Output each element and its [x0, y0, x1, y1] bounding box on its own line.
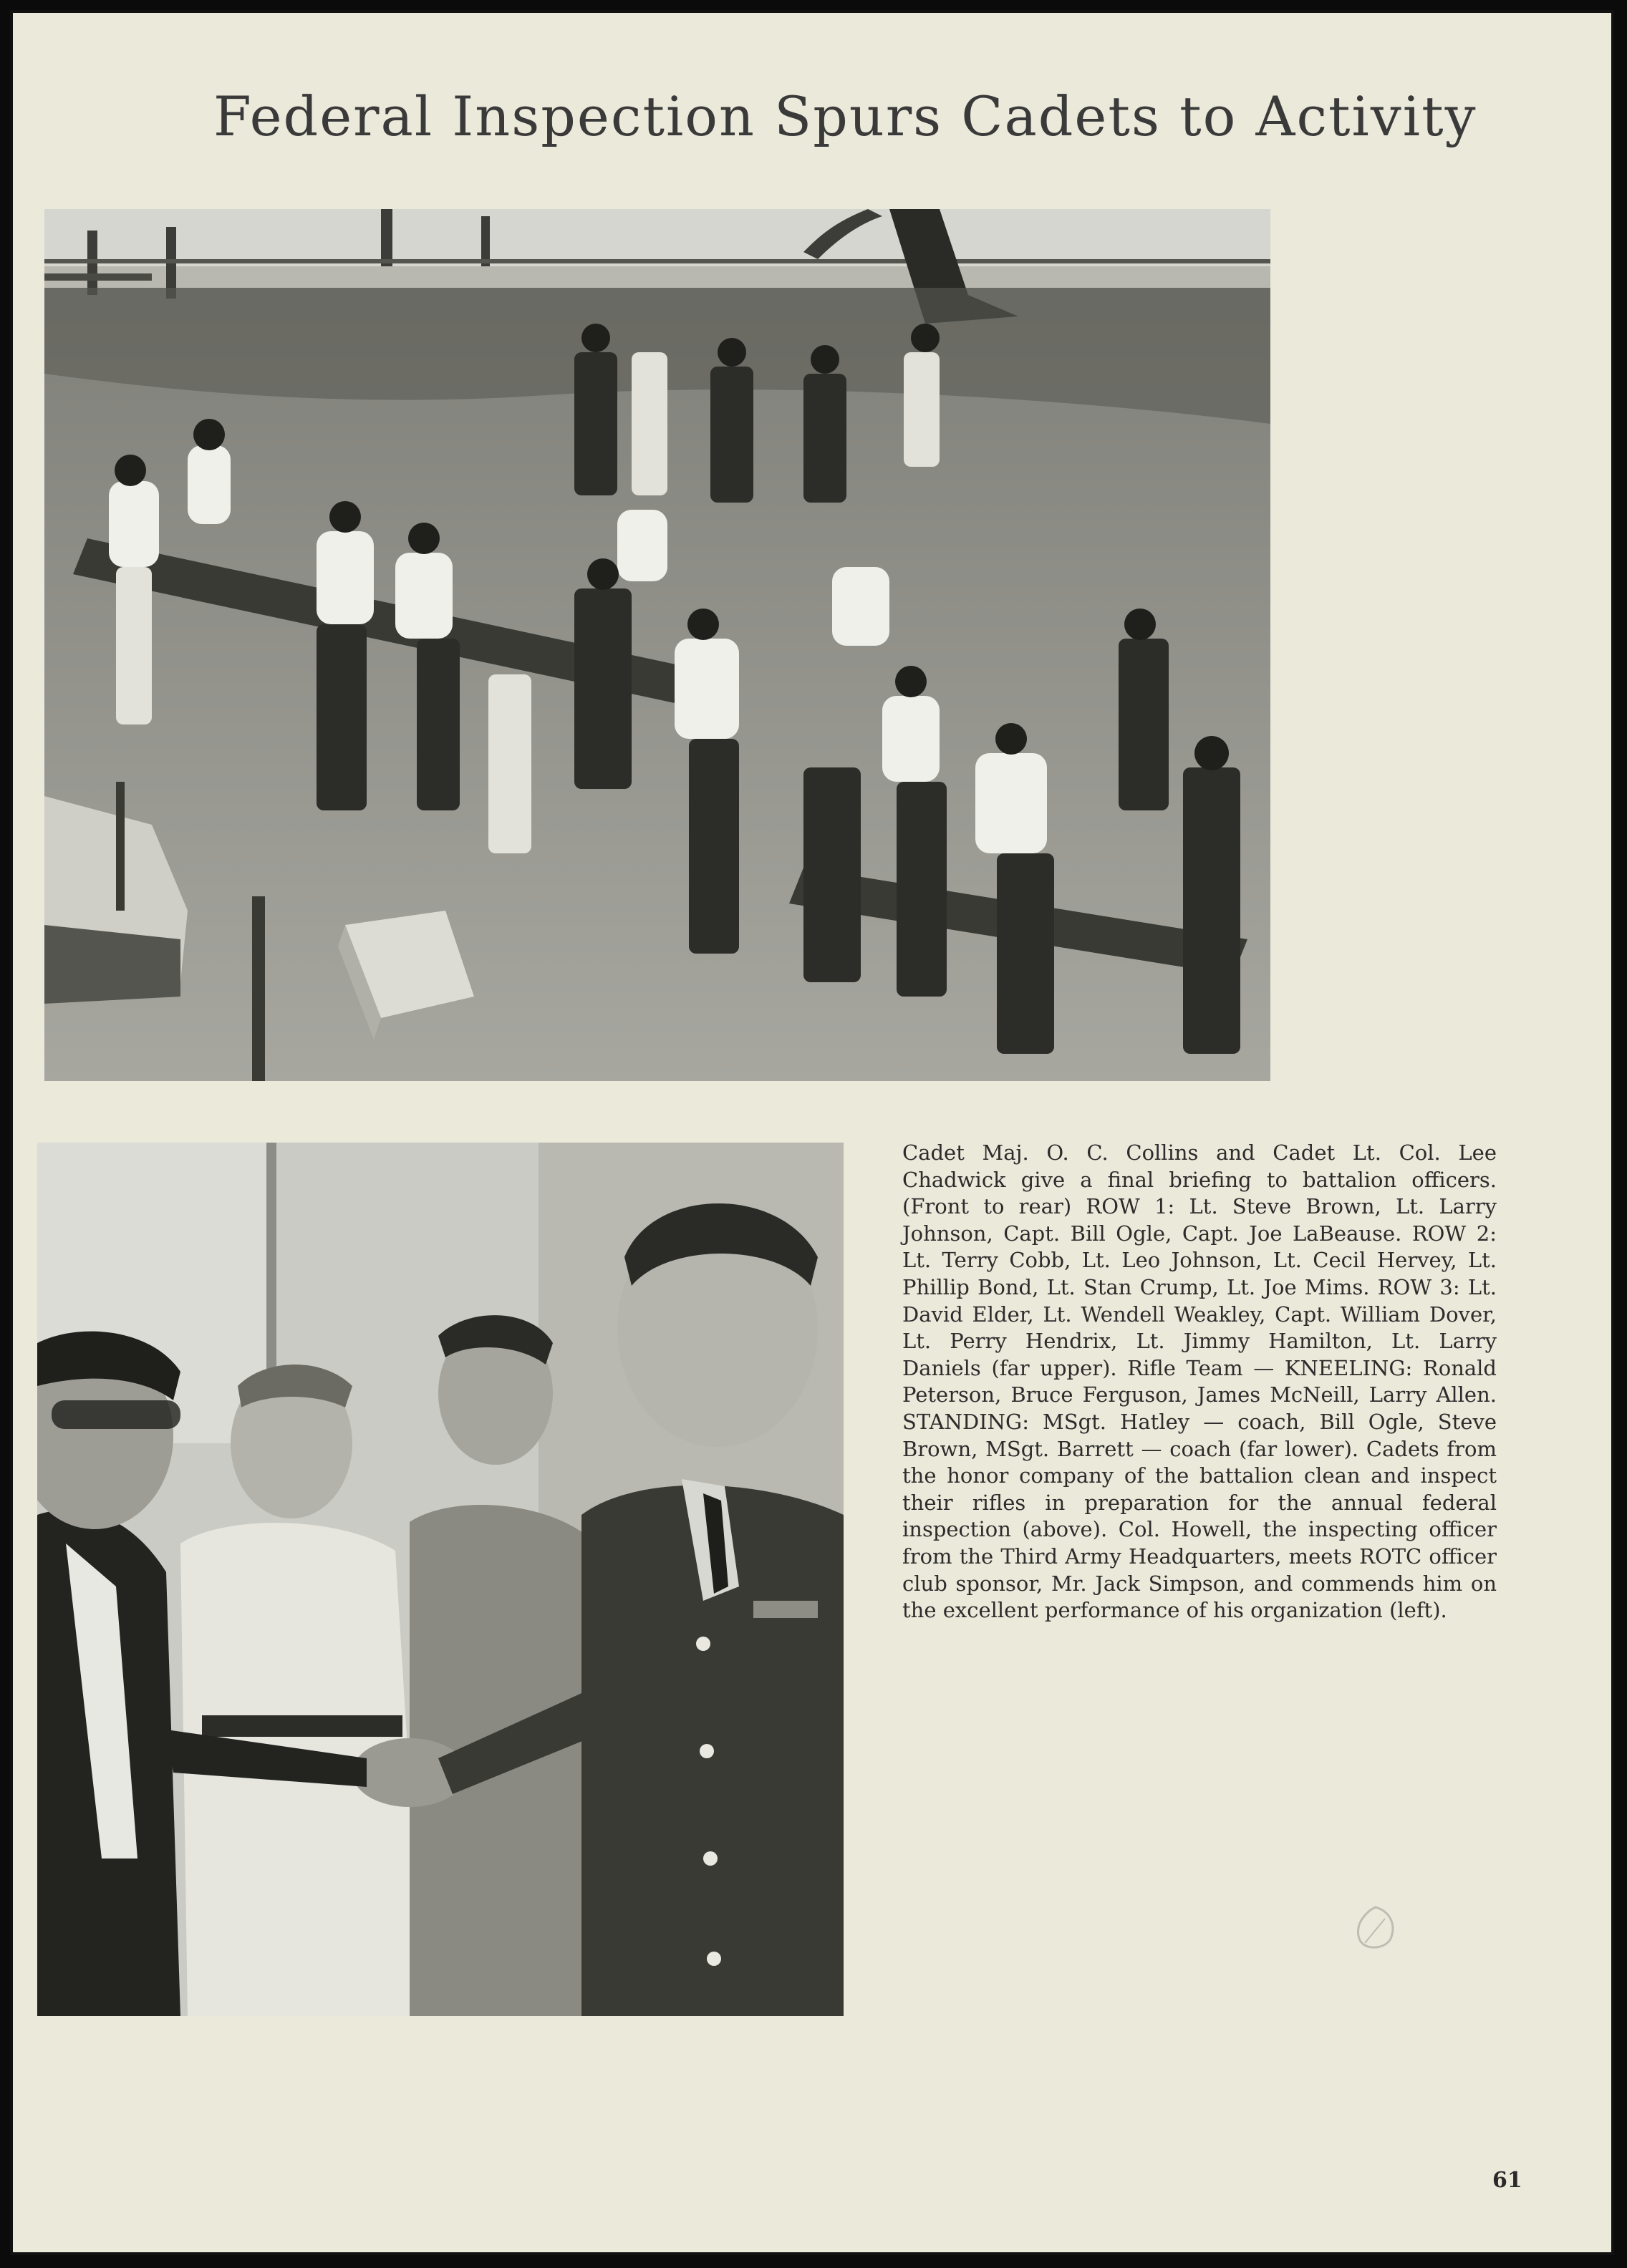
- handshake-photo: [37, 1143, 844, 2016]
- page-number: 61: [1492, 2168, 1522, 2193]
- leaf-icon: [1351, 1903, 1401, 1953]
- cadets-rifle-cleaning-photo: [44, 209, 1270, 1081]
- yearbook-page: [10, 10, 1614, 2255]
- page-title: Federal Inspection Spurs Cadets to Activity: [213, 84, 1477, 148]
- photo-caption: Cadet Maj. O. C. Collins and Cadet Lt. Col. Lee Chadwick give a final briefing to battalion officers. (Front to rear) ROW 1: Lt. Steve Brown, Lt. Larry Johnson, Capt. Bill Ogle, Capt. Joe LaBeause. ROW 2: Lt. Terry Cobb, Lt. Leo Johnson, Lt. Cecil Hervey, Lt. Phillip Bond, Lt. Stan Crump, Lt. Joe Mims. ROW 3: Lt. David Elder, Lt. Wendell Weakley, Capt. William Dover, Lt. Perry Hendrix, Lt. Jimmy Hamilton, Lt. Larry Daniels (far upper). Rifle Team — KNEELING: Ronald Peterson, Bruce Ferguson, James McNeill, Larry Allen. STANDING: MSgt. Hatley — coach, Bill Ogle, Steve Brown, MSgt. Barrett — coach (far lower). Cadets from the honor company of the battalion clean and inspect their rifles in preparation for the annual federal inspection (above). Col. Howell, the inspecting officer from the Third Army Headquarters, meets ROTC officer club sponsor, Mr. Jack Simpson, and commends him on the excellent performance of his organization (left).: [902, 1140, 1497, 1623]
